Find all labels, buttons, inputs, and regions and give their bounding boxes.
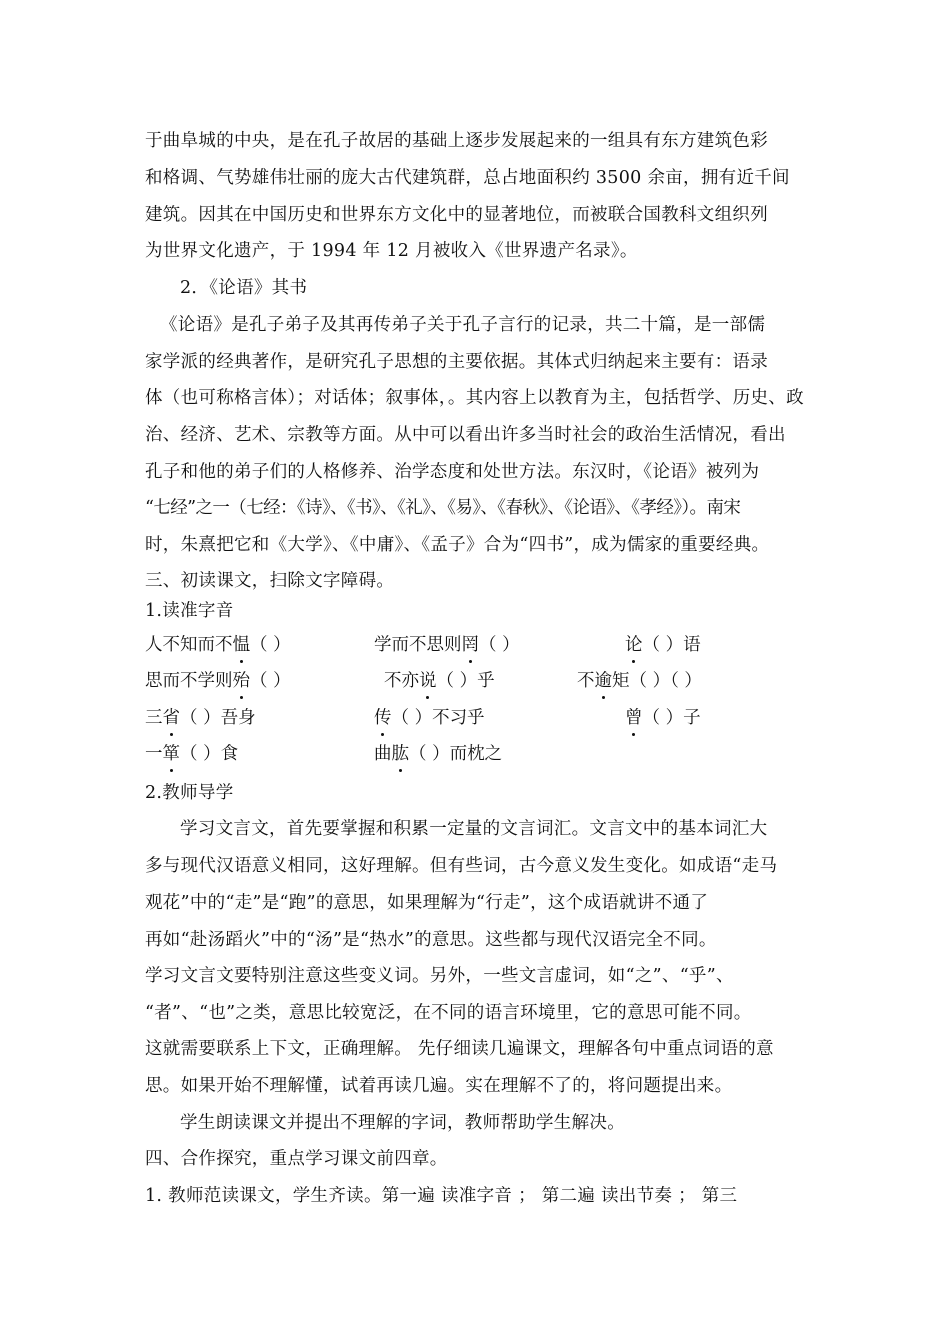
text-line: 学习文言文要特别注意这些变义词。另外，一些文言虚词，如“之”、“乎”、 [145, 966, 734, 986]
section-heading: 2．《论语》其书 [180, 278, 308, 298]
text-line: 学习文言文，首先要掌握和积累一定量的文言词汇。文言文中的基本词汇大 [180, 819, 768, 839]
text-line: 再如“赴汤蹈火”中的“汤”是“热水”的意思。这些都与现代汉语完全不同。 [145, 930, 717, 950]
subsection-heading: 1.读准字音 [145, 601, 234, 621]
pronunciation-item: 论（ ）语 [625, 635, 701, 655]
pronunciation-item: 不逾矩（ ）（ ） [577, 671, 702, 691]
text-line: 《论语》是孔子弟子及其再传弟子关于孔子言行的记录，共二十篇，是一部儒 [160, 315, 766, 335]
pronunciation-item: 曾（ ）子 [625, 708, 701, 728]
section-heading: 四、合作探究，重点学习课文前四章。 [145, 1149, 448, 1169]
pronunciation-item: 不亦说（ ）乎 [384, 671, 495, 691]
text-line: 1. 教师范读课文，学生齐读。第一遍 读准字音 ； 第二遍 读出节奏 ； 第三 [145, 1186, 738, 1206]
pronunciation-item: 三省（ ）吾身 [145, 708, 256, 728]
text-line: 多与现代汉语意义相同，这好理解。但有些词，古今意义发生变化。如成语“走马 [145, 856, 778, 876]
section-heading: 三、初读课文，扫除文字障碍。 [145, 571, 395, 591]
text-line: 为世界文化遗产，于 1994 年 12 月被收入《世界遗产名录》。 [145, 241, 638, 261]
text-line: 家学派的经典著作，是研究孔子思想的主要依据。其体式归纳起来主要有：语录 [145, 352, 768, 372]
subsection-heading: 2.教师导学 [145, 783, 234, 803]
text-line: “七经”之一（七经：《诗》、《书》、《礼》、《易》、《春秋》、《论语》、《孝经》）。南宋 [145, 498, 741, 518]
pronunciation-item: 人不知而不愠（ ） [145, 635, 291, 655]
text-line: 这就需要联系上下文，正确理解。 先仔细读几遍课文，理解各句中重点词语的意 [145, 1039, 774, 1059]
pronunciation-item: 传（ ）不习乎 [374, 708, 485, 728]
text-line: 和格调、气势雄伟壮丽的庞大古代建筑群，总占地面积约 3500 余亩，拥有近千间 [145, 168, 790, 188]
text-line: “者”、“也”之类，意思比较宽泛，在不同的语言环境里，它的意思可能不同。 [145, 1003, 752, 1023]
text-line: 孔子和他的弟子们的人格修养、治学态度和处世方法。东汉时，《论语》被列为 [145, 462, 760, 482]
pronunciation-item: 学而不思则罔（ ） [374, 635, 520, 655]
text-line: 学生朗读课文并提出不理解的字词，教师帮助学生解决。 [180, 1113, 625, 1133]
text-line: 于曲阜城的中央，是在孔子故居的基础上逐步发展起来的一组具有东方建筑色彩 [145, 131, 768, 151]
text-line: 思。如果开始不理解懂，试着再读几遍。实在理解不了的，将问题提出来。 [145, 1076, 733, 1096]
pronunciation-item: 曲肱（ ）而枕之 [374, 744, 503, 764]
pronunciation-item: 一箪（ ）食 [145, 744, 239, 764]
pronunciation-item: 思而不学则殆（ ） [145, 671, 291, 691]
text-line: 建筑。因其在中国历史和世界东方文化中的显著地位，而被联合国教科文组织列 [145, 205, 768, 225]
text-line: 时，朱熹把它和《大学》、《中庸》、《孟子》合为“四书”，成为儒家的重要经典。 [145, 535, 770, 555]
text-line: 体（也可称格言体）；对话体；叙事体，。其内容上以教育为主，包括哲学、历史、政 [145, 388, 804, 408]
text-line: 观花”中的“走”是“跑”的意思，如果理解为“行走”，这个成语就讲不通了 [145, 893, 709, 913]
text-line: 治、经济、艺术、宗教等方面。从中可以看出许多当时社会的政治生活情况，看出 [145, 425, 786, 445]
